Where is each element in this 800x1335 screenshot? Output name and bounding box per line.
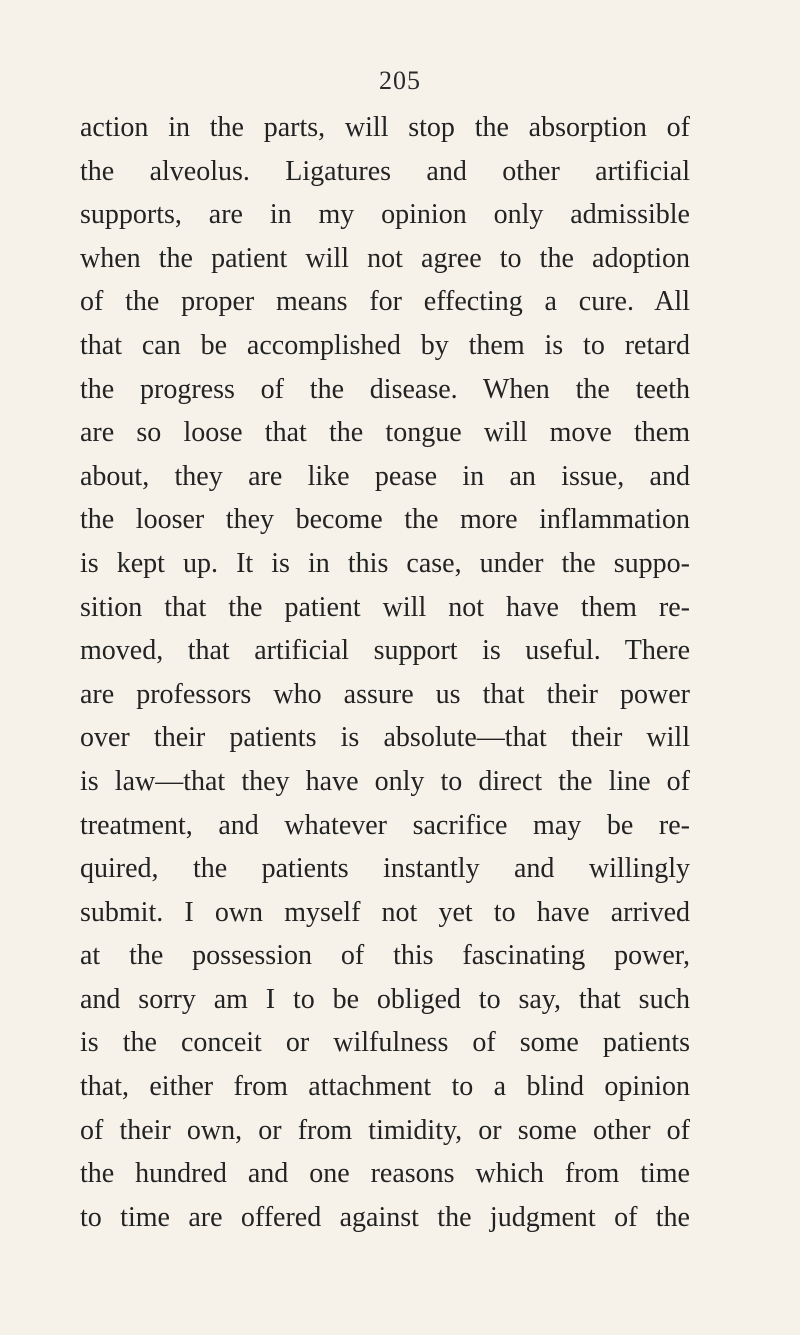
text-line: are so loose that the tongue will move them <box>80 417 690 449</box>
text-line: quired, the patients instantly and willingly <box>80 853 690 885</box>
text-line: moved, that artificial support is useful. There <box>80 635 690 667</box>
text-line: action in the parts, will stop the absorption of <box>80 112 690 143</box>
text-line: of the proper means for effecting a cure. All <box>80 286 690 318</box>
text-line: submit. I own myself not yet to have arrived <box>80 896 690 928</box>
text-line: at the possession of this fascinating power, <box>80 940 690 972</box>
text-line: is kept up. It is in this case, under the suppo- <box>80 547 690 579</box>
text-line: is law—that they have only to direct the line of <box>80 765 690 797</box>
text-line: and sorry am I to be obliged to say, that such <box>80 983 690 1015</box>
text-line: the looser they become the more inflammation <box>80 504 690 536</box>
text-line: of their own, or from timidity, or some other of <box>80 1114 690 1146</box>
text-line: treatment, and whatever sacrifice may be re- <box>80 809 690 841</box>
text-line: over their patients is absolute—that their will <box>80 722 690 754</box>
text-line: are professors who assure us that their power <box>80 678 690 710</box>
text-line: about, they are like pease in an issue, and <box>80 460 690 492</box>
text-line: that, either from attachment to a blind opinion <box>80 1071 690 1103</box>
text-line: the hundred and one reasons which from time <box>80 1158 690 1190</box>
text-line: the progress of the disease. When the teeth <box>80 373 690 405</box>
body-text <box>80 106 690 1239</box>
text-line: sition that the patient will not have them re- <box>80 591 690 623</box>
text-line: when the patient will not agree to the adoption <box>80 242 690 274</box>
text-line: is the conceit or wilfulness of some patients <box>80 1027 690 1059</box>
text-line: the alveolus. Ligatures and other artificial <box>80 155 690 187</box>
text-line: to time are offered against the judgment of the <box>80 1201 690 1233</box>
text-line: supports, are in my opinion only admissible <box>80 199 690 231</box>
text-line: that can be accomplished by them is to retard <box>80 329 690 361</box>
page-number: 205 <box>379 66 421 95</box>
